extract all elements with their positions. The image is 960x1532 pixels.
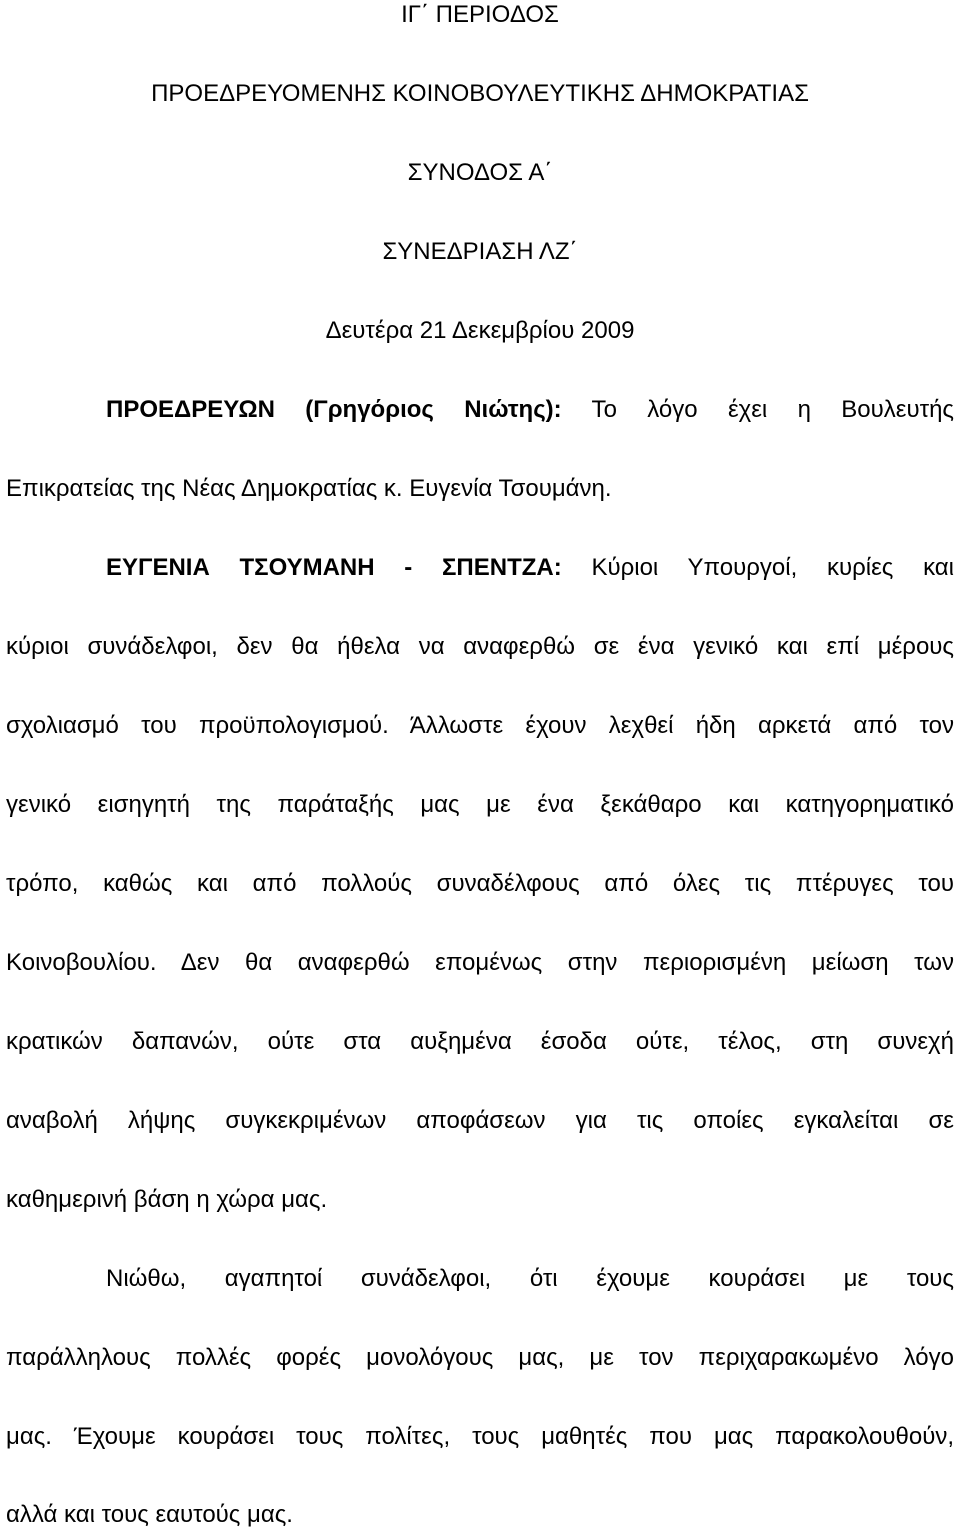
paragraph-line: παράλληλους πολλές φορές μονολόγους μας, με τον περιχαρακωμένο λόγο [6, 1344, 954, 1371]
paragraph-line: μας. Έχουμε κουράσει τους πολίτες, τους μαθητές που μας παρακολουθούν, [6, 1423, 954, 1450]
regime-heading: ΠΡΟΕΔΡΕΥΟΜΕΝΗΣ ΚΟΙΝΟΒΟΥΛΕΥΤΙΚΗΣ ΔΗΜΟΚΡΑΤΙΑΣ [151, 80, 809, 107]
speaker-name: ΠΡΟΕΔΡΕΥΩΝ (Γρηγόριος Νιώτης): [106, 396, 562, 423]
date-heading: Δευτέρα 21 Δεκεμβρίου 2009 [325, 317, 635, 344]
paragraph-line: Νιώθω, αγαπητοί συνάδελφοι, ότι έχουμε κουράσει με τους [106, 1265, 954, 1292]
session-heading: ΣΥΝΟΔΟΣ Α΄ [407, 159, 553, 186]
paragraph-line: αλλά και τους εαυτούς μας. [6, 1501, 293, 1528]
paragraph-line: γενικό εισηγητή της παράταξής μας με ένα ξεκάθαρο και κατηγορηματικό [6, 791, 954, 818]
paragraph-line: καθημερινή βάση η χώρα μας. [6, 1186, 328, 1213]
period-heading: ΙΓ΄ ΠΕΡΙΟΔΟΣ [401, 1, 559, 28]
paragraph-line: αναβολή λήψης συγκεκριμένων αποφάσεων για τις οποίες εγκαλείται σε [6, 1107, 954, 1134]
paragraph-line: Επικρατείας της Νέας Δημοκρατίας κ. Ευγενία Τσουμάνη. [6, 475, 612, 502]
paragraph-line: τρόπο, καθώς και από πολλούς συναδέλφους από όλες τις πτέρυγες του [6, 870, 954, 897]
paragraph-line [6, 395, 954, 425]
paragraph-text: Το λόγο έχει η Βουλευτής [561, 396, 954, 423]
paragraph-text: Κύριοι Υπουργοί, κυρίες και [561, 554, 954, 581]
speaker-name: ΕΥΓΕΝΙΑ ΤΣΟΥΜΑΝΗ - ΣΠΕΝΤΖΑ: [106, 554, 562, 581]
sitting-heading: ΣΥΝΕΔΡΙΑΣΗ ΛΖ΄ [382, 238, 578, 265]
paragraph-line: σχολιασμό του προϋπολογισμού. Άλλωστε έχουν λεχθεί ήδη αρκετά από τον [6, 712, 954, 739]
paragraph-line: κύριοι συνάδελφοι, δεν θα ήθελα να αναφερθώ σε ένα γενικό και επί μέρους [6, 633, 954, 660]
paragraph-line [6, 553, 954, 583]
paragraph-line: κρατικών δαπανών, ούτε στα αυξημένα έσοδα ούτε, τέλος, στη συνεχή [6, 1028, 954, 1055]
paragraph-line: Κοινοβουλίου. Δεν θα αναφερθώ επομένως στην περιορισμένη μείωση των [6, 949, 954, 976]
